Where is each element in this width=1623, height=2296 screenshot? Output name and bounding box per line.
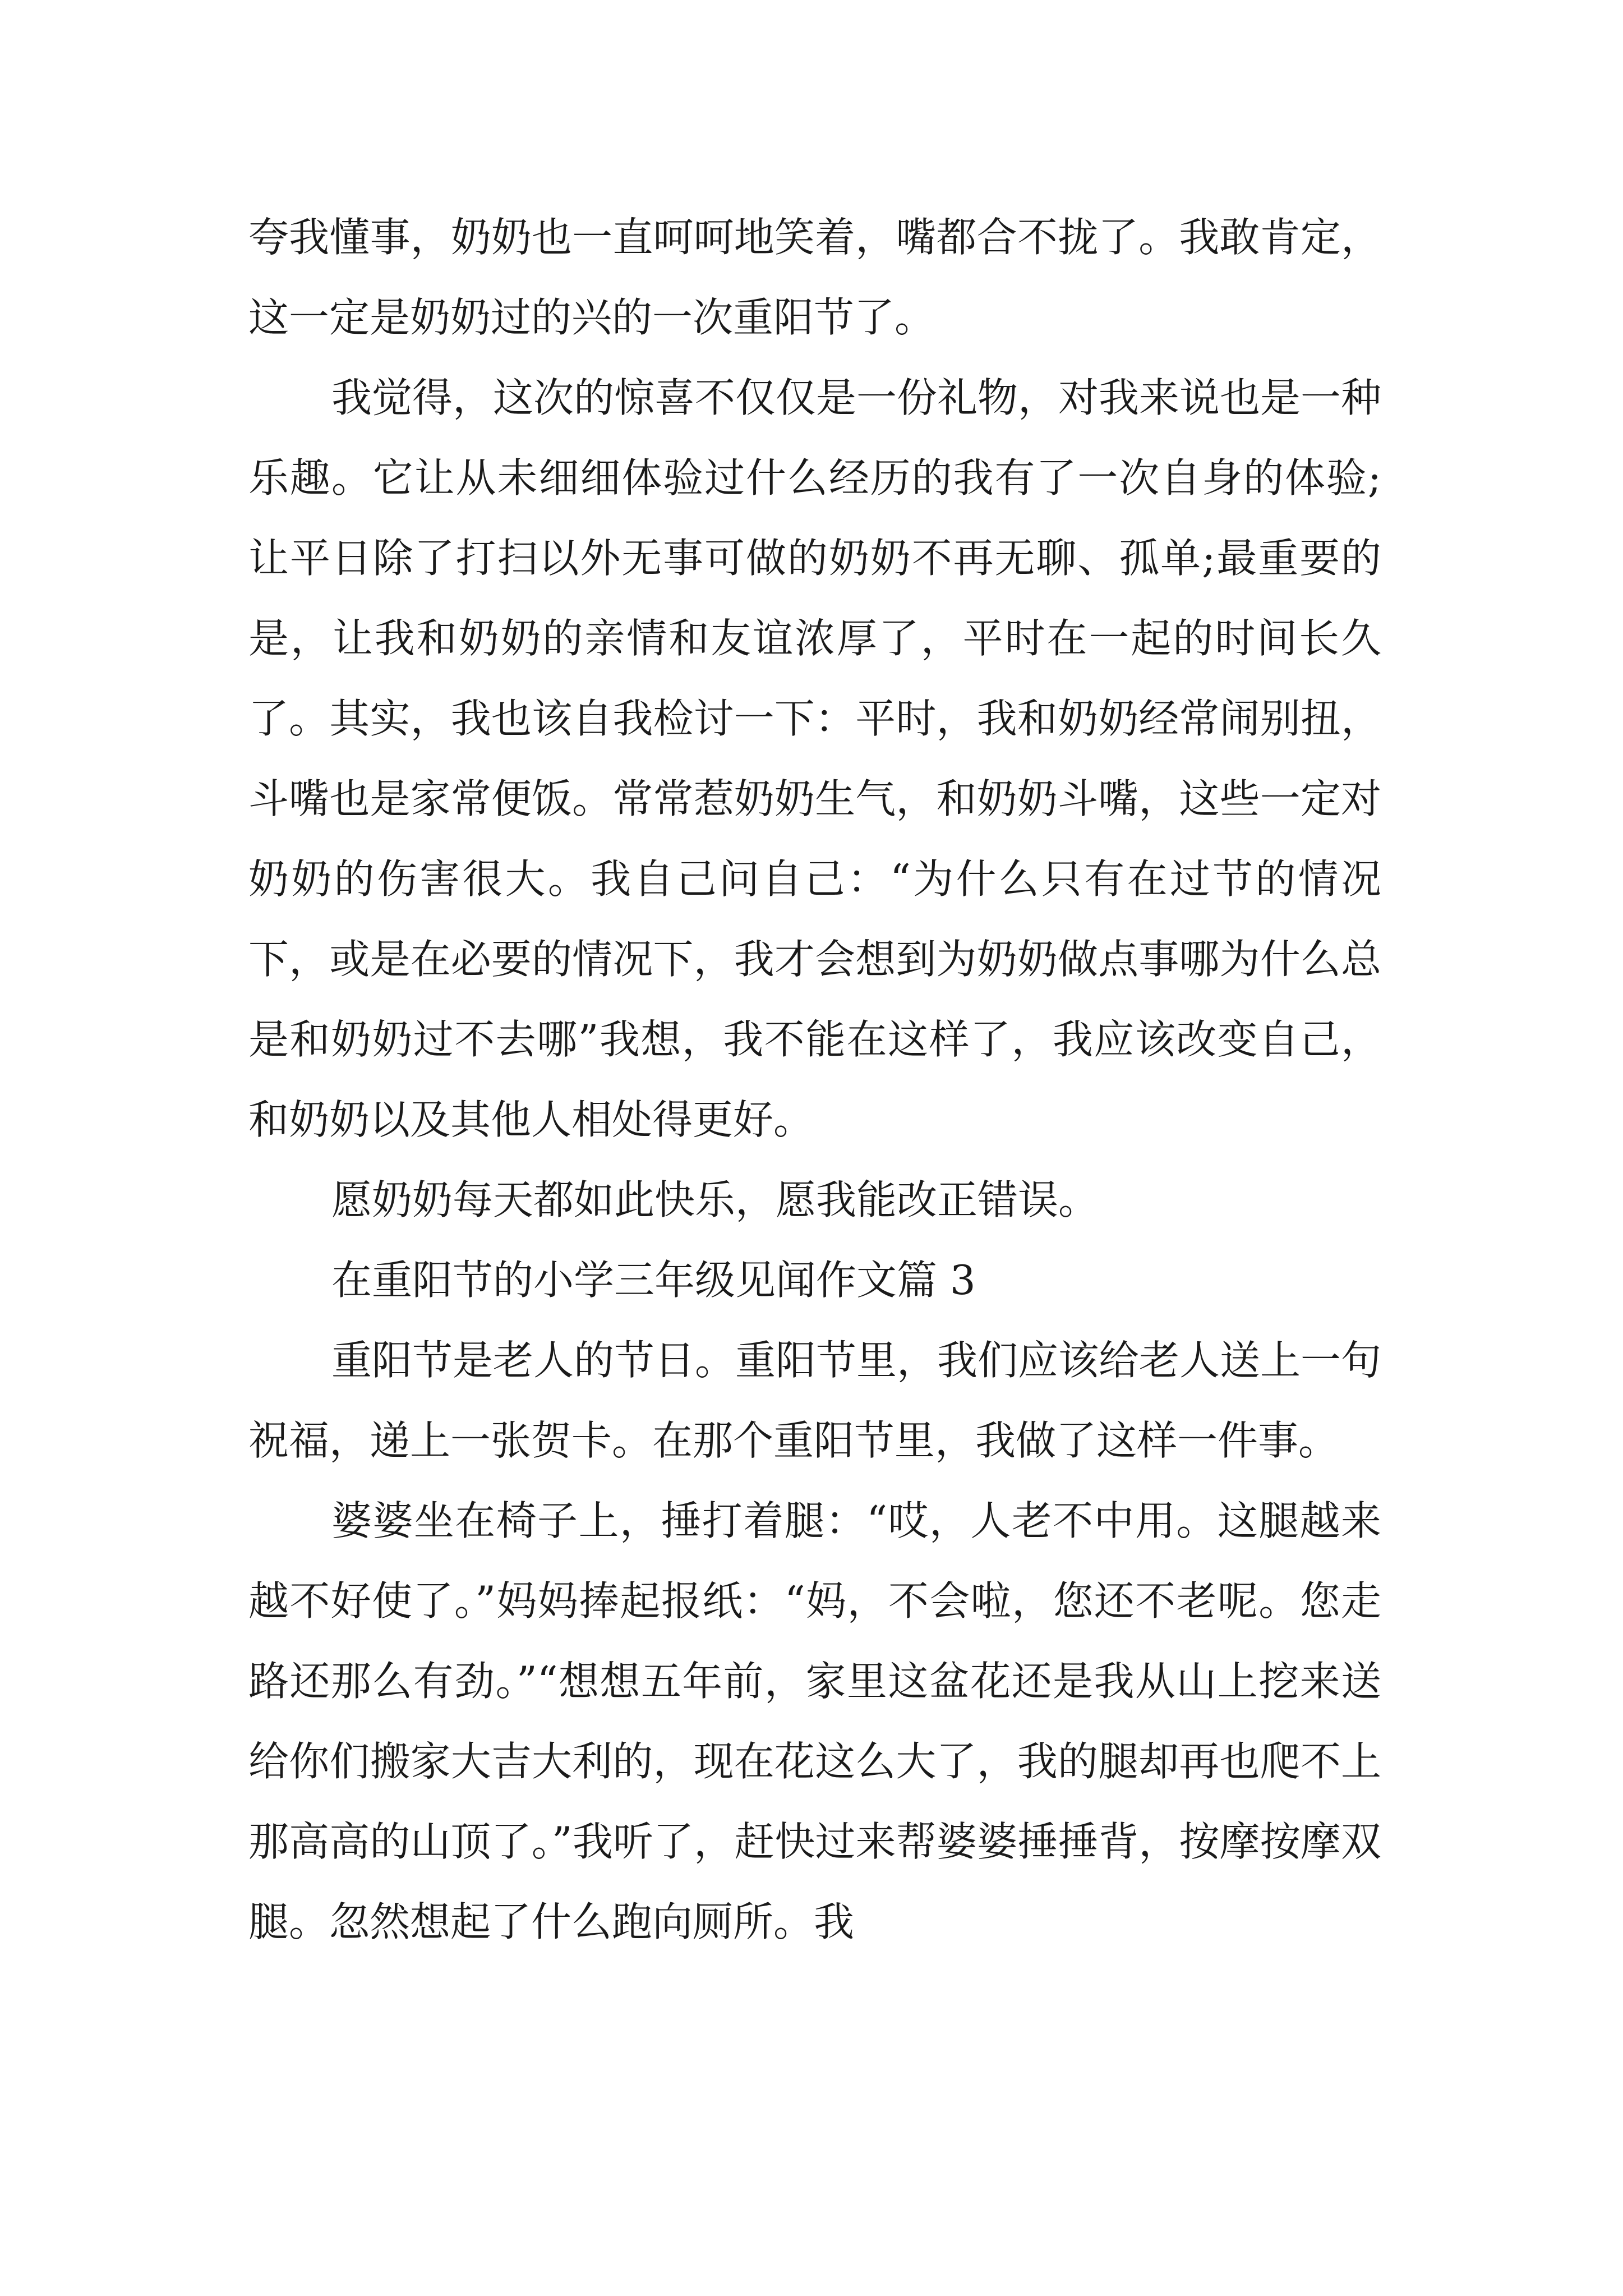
paragraph-reflection: 我觉得，这次的惊喜不仅仅是一份礼物，对我来说也是一种乐趣。它让从未细细体验过什么经历的我有了一次自身的体验;让平日除了打扫以外无事可做的奶奶不再无聊、孤单;最重要的是，让我和奶奶的亲情和友谊浓厚了，平时在一起的时间长久了。其实，我也该自我检讨一下：平时，我和奶奶经常闹别扭，斗嘴也是家常便饭。常常惹奶奶生气，和奶奶斗嘴，这些一定对奶奶的伤害很大。我自己问自己：“为什么只有在过节的情况下，或是在必要的情况下，我才会想到为奶奶做点事哪为什么总是和奶奶过不去哪”我想，我不能在这样了，我应该改变自己，和奶奶以及其他人相处得更好。 bbox=[248, 374, 1382, 1143]
paragraph-wish: 愿奶奶每天都如此快乐，愿我能改正错误。 bbox=[331, 1176, 1099, 1223]
body-text bbox=[248, 197, 1381, 1962]
paragraph-story: 婆婆坐在椅子上，捶打着腿：“哎，人老不中用。这腿越来越不好使了。”妈妈捧起报纸：“妈，不会啦，您还不老呢。您走路还那么有劲。”“想想五年前，家里这盆花还是我从山上挖来送给你们搬家大吉大利的，现在花这么大了，我的腿却再也爬不上那高高的山顶了。”我听了，赶快过来帮婆婆捶捶背，按摩按摩双腿。忽然想起了什么跑向厕所。我 bbox=[248, 1497, 1381, 1945]
paragraph-continuation: 夸我懂事，奶奶也一直呵呵地笑着，嘴都合不拢了。我敢肯定，这一定是奶奶过的兴的一次重阳节了。 bbox=[248, 214, 1381, 341]
paragraph-intro: 重阳节是老人的节日。重阳节里，我们应该给老人送上一句祝福，递上一张贺卡。在那个重阳节里，我做了这样一件事。 bbox=[248, 1337, 1382, 1464]
essay-heading: 在重阳节的小学三年级见闻作文篇 3 bbox=[331, 1257, 976, 1304]
